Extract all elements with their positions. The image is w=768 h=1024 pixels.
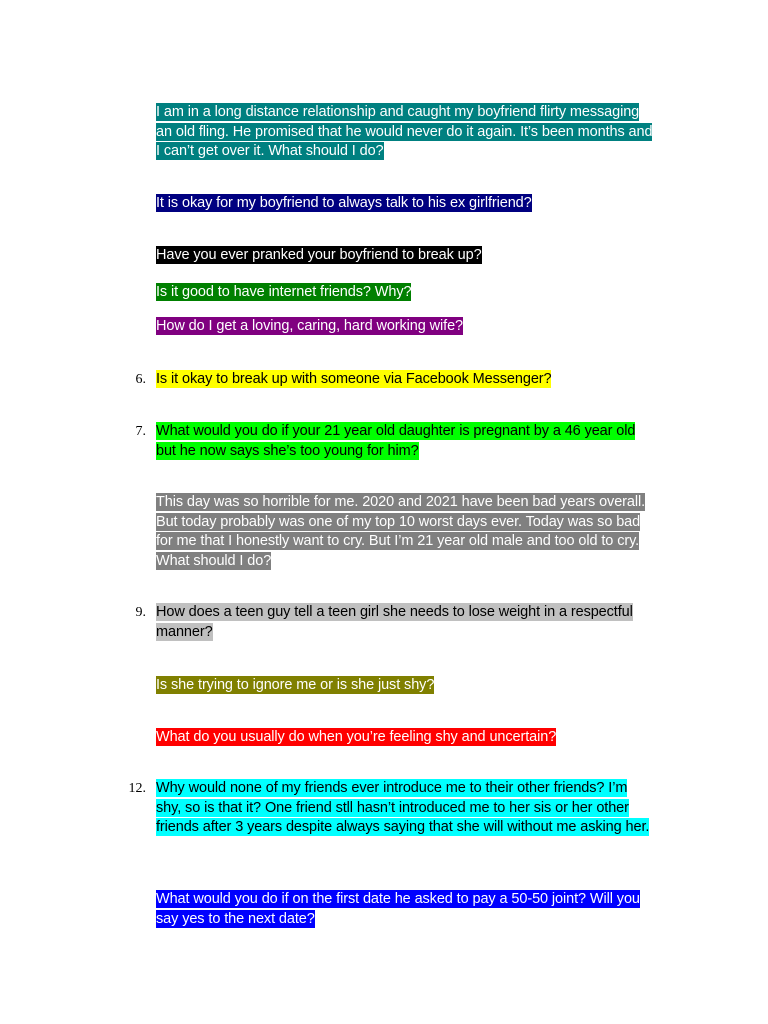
question-item [156, 890, 656, 929]
question-item [156, 246, 656, 266]
question-item [156, 103, 656, 162]
question-item [156, 194, 656, 214]
question-text: Is it good to have internet friends? Why? [156, 284, 412, 300]
question-item [135, 603, 656, 642]
question-text: Is it okay to break up with someone via Facebook Messenger? [156, 371, 552, 387]
item-number: 6. [135, 372, 146, 387]
question-text: What would you do if your 21 year old daughter is pregnant by a 46 year old but he now says she’s too young for him? [156, 423, 636, 459]
question-item [156, 283, 656, 303]
question-item [156, 676, 656, 696]
question-text: What do you usually do when you’re feeling shy and uncertain? [156, 729, 557, 745]
item-number: 12. [128, 781, 146, 796]
question-text: Have you ever pranked your boyfriend to break up? [156, 247, 482, 263]
question-text: It is okay for my boyfriend to always talk to his ex girlfriend? [156, 195, 532, 211]
question-item [135, 422, 656, 461]
item-number: 9. [135, 605, 146, 620]
question-item [156, 493, 656, 571]
question-text: What would you do if on the first date he asked to pay a 50-50 joint? Will you say yes to the next date? [156, 891, 640, 927]
question-item [135, 370, 656, 390]
question-text: This day was so horrible for me. 2020 and 2021 have been bad years overall. But today probably was one of my top 10 worst days ever. Today was so bad for me that I honestly want to cry. But I’m 21 year old male and too old to cry. What should I do? [156, 494, 646, 569]
question-item [156, 728, 656, 748]
question-text: Why would none of my friends ever introduce me to their other friends? I’m shy, so is that it? One friend stll hasn’t introduced me to her sis or her other friends after 3 years despite always saying that she will without me asking her. [156, 780, 650, 835]
question-item [128, 779, 656, 838]
question-text: Is she trying to ignore me or is she just shy? [156, 677, 435, 693]
question-text: How do I get a loving, caring, hard working wife? [156, 318, 464, 334]
item-number: 7. [135, 424, 146, 439]
question-text: I am in a long distance relationship and caught my boyfriend flirty messaging an old fling. He promised that he would never do it again. It’s been months and I can’t get over it. What should I do? [156, 104, 653, 159]
question-text: How does a teen guy tell a teen girl she needs to lose weight in a respectful manner? [156, 604, 633, 640]
question-item [156, 317, 656, 337]
